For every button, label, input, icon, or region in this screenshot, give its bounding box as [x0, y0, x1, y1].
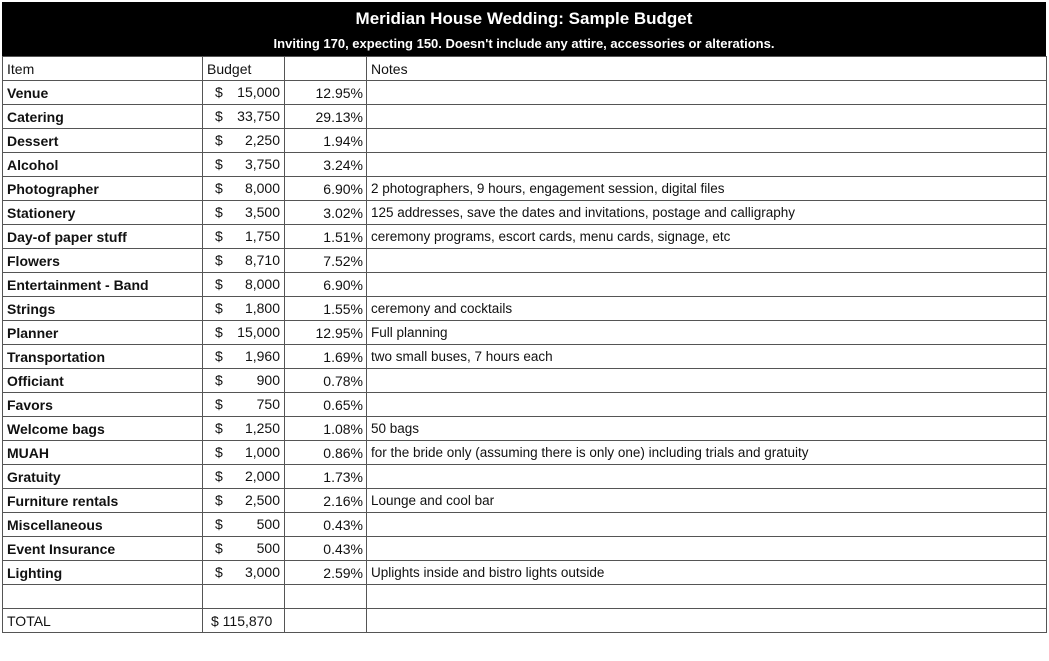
total-label[interactable]: TOTAL	[3, 609, 203, 633]
currency-symbol: $	[215, 372, 223, 388]
budget-cell[interactable]	[203, 465, 285, 489]
column-header-notes[interactable]: Notes	[367, 57, 1047, 81]
percent-cell[interactable]: 29.13%	[285, 105, 367, 129]
table-row	[3, 177, 1047, 201]
notes-cell[interactable]: 50 bags	[367, 417, 1047, 441]
table-row	[3, 465, 1047, 489]
item-cell[interactable]: Gratuity	[3, 465, 203, 489]
item-cell[interactable]: Lighting	[3, 561, 203, 585]
budget-amount: 15,000	[237, 324, 280, 340]
budget-amount: 15,000	[237, 84, 280, 100]
table-row	[3, 153, 1047, 177]
currency-symbol: $	[215, 396, 223, 412]
currency-symbol: $	[215, 324, 223, 340]
budget-amount: 2,500	[244, 492, 280, 508]
budget-cell[interactable]	[203, 129, 285, 153]
percent-cell[interactable]: 0.43%	[285, 537, 367, 561]
notes-cell[interactable]	[367, 369, 1047, 393]
percent-cell[interactable]: 2.16%	[285, 489, 367, 513]
currency-symbol: $	[215, 300, 223, 316]
item-cell[interactable]: Planner	[3, 321, 203, 345]
budget-amount: 1,000	[244, 444, 280, 460]
percent-cell[interactable]: 0.78%	[285, 369, 367, 393]
item-cell[interactable]: Catering	[3, 105, 203, 129]
percent-cell[interactable]: 2.59%	[285, 561, 367, 585]
item-cell[interactable]: Event Insurance	[3, 537, 203, 561]
notes-cell[interactable]	[367, 249, 1047, 273]
item-cell[interactable]: Day-of paper stuff	[3, 225, 203, 249]
table-row	[3, 273, 1047, 297]
budget-amount: 3,500	[244, 204, 280, 220]
budget-cell[interactable]	[203, 489, 285, 513]
currency-symbol: $	[215, 348, 223, 364]
table-row	[3, 441, 1047, 465]
item-cell[interactable]: Officiant	[3, 369, 203, 393]
budget-amount: 33,750	[237, 108, 280, 124]
notes-cell[interactable]: ceremony and cocktails	[367, 297, 1047, 321]
item-cell[interactable]: Furniture rentals	[3, 489, 203, 513]
empty-cell[interactable]	[3, 585, 203, 609]
percent-cell[interactable]: 6.90%	[285, 177, 367, 201]
currency-symbol: $	[215, 132, 223, 148]
percent-cell[interactable]: 1.69%	[285, 345, 367, 369]
currency-symbol: $	[215, 516, 223, 532]
item-cell[interactable]: Dessert	[3, 129, 203, 153]
currency-symbol: $	[215, 252, 223, 268]
item-cell[interactable]: Flowers	[3, 249, 203, 273]
notes-cell[interactable]	[367, 105, 1047, 129]
percent-cell[interactable]: 0.43%	[285, 513, 367, 537]
budget-cell[interactable]	[203, 345, 285, 369]
percent-cell[interactable]: 6.90%	[285, 273, 367, 297]
notes-cell[interactable]: two small buses, 7 hours each	[367, 345, 1047, 369]
table-row	[3, 345, 1047, 369]
empty-cell[interactable]	[367, 609, 1047, 633]
notes-cell[interactable]	[367, 81, 1047, 105]
blank-row	[3, 585, 1047, 609]
item-cell[interactable]: Venue	[3, 81, 203, 105]
currency-symbol: $	[215, 444, 223, 460]
notes-cell[interactable]: 125 addresses, save the dates and invitations, postage and calligraphy	[367, 201, 1047, 225]
budget-cell[interactable]	[203, 393, 285, 417]
budget-amount: 8,000	[244, 180, 280, 196]
budget-cell[interactable]	[203, 225, 285, 249]
currency-symbol: $	[215, 420, 223, 436]
budget-cell[interactable]	[203, 273, 285, 297]
empty-cell[interactable]	[285, 609, 367, 633]
notes-cell[interactable]: Full planning	[367, 321, 1047, 345]
budget-amount: 1,960	[244, 348, 280, 364]
table-row	[3, 393, 1047, 417]
budget-cell[interactable]	[203, 513, 285, 537]
item-cell[interactable]: Transportation	[3, 345, 203, 369]
table-row	[3, 537, 1047, 561]
currency-symbol: $	[215, 276, 223, 292]
percent-cell[interactable]: 1.73%	[285, 465, 367, 489]
notes-cell[interactable]	[367, 537, 1047, 561]
notes-cell[interactable]: Uplights inside and bistro lights outside	[367, 561, 1047, 585]
notes-cell[interactable]	[367, 129, 1047, 153]
percent-cell[interactable]: 12.95%	[285, 81, 367, 105]
notes-cell[interactable]: 2 photographers, 9 hours, engagement session, digital files	[367, 177, 1047, 201]
column-header-percent[interactable]	[285, 57, 367, 81]
total-value[interactable]: $ 115,870	[203, 609, 285, 633]
currency-symbol: $	[215, 492, 223, 508]
budget-cell[interactable]	[203, 321, 285, 345]
budget-amount: 2,000	[244, 468, 280, 484]
percent-cell[interactable]: 3.02%	[285, 201, 367, 225]
budget-cell[interactable]	[203, 297, 285, 321]
budget-amount: 1,800	[244, 300, 280, 316]
notes-cell[interactable]	[367, 273, 1047, 297]
budget-amount: 900	[256, 372, 280, 388]
item-cell[interactable]: MUAH	[3, 441, 203, 465]
table-row	[3, 249, 1047, 273]
notes-cell[interactable]	[367, 513, 1047, 537]
table-row	[3, 129, 1047, 153]
budget-amount: 3,000	[244, 564, 280, 580]
item-cell[interactable]: Strings	[3, 297, 203, 321]
currency-symbol: $	[215, 108, 223, 124]
budget-amount: 1,750	[244, 228, 280, 244]
currency-symbol: $	[215, 468, 223, 484]
empty-cell[interactable]	[367, 585, 1047, 609]
currency-symbol: $	[215, 180, 223, 196]
percent-cell[interactable]: 1.55%	[285, 297, 367, 321]
percent-cell[interactable]: 0.86%	[285, 441, 367, 465]
currency-symbol: $	[215, 156, 223, 172]
table-row	[3, 489, 1047, 513]
budget-cell[interactable]	[203, 201, 285, 225]
budget-cell[interactable]	[203, 561, 285, 585]
budget-amount: 750	[256, 396, 280, 412]
percent-cell[interactable]: 3.24%	[285, 153, 367, 177]
table-row	[3, 297, 1047, 321]
percent-cell[interactable]: 1.08%	[285, 417, 367, 441]
sheet-title[interactable]: Meridian House Wedding: Sample Budget	[355, 9, 693, 28]
item-cell[interactable]: Photographer	[3, 177, 203, 201]
sheet-subtitle[interactable]: Inviting 170, expecting 150. Doesn't include any attire, accessories or alterations.	[273, 36, 775, 51]
budget-amount: 3,750	[244, 156, 280, 172]
budget-cell[interactable]	[203, 249, 285, 273]
budget-cell[interactable]	[203, 177, 285, 201]
currency-symbol: $	[215, 204, 223, 220]
notes-cell[interactable]: for the bride only (assuming there is only one) including trials and gratuity	[367, 441, 1047, 465]
percent-cell[interactable]: 1.94%	[285, 129, 367, 153]
table-row	[3, 369, 1047, 393]
notes-cell[interactable]: Lounge and cool bar	[367, 489, 1047, 513]
budget-sheet	[2, 2, 1046, 633]
notes-cell[interactable]	[367, 393, 1047, 417]
budget-cell[interactable]	[203, 441, 285, 465]
item-cell[interactable]: Miscellaneous	[3, 513, 203, 537]
column-header-budget[interactable]: Budget	[203, 57, 285, 81]
currency-symbol: $	[215, 540, 223, 556]
item-cell[interactable]: Alcohol	[3, 153, 203, 177]
item-cell[interactable]: Favors	[3, 393, 203, 417]
item-cell[interactable]: Stationery	[3, 201, 203, 225]
table-row	[3, 321, 1047, 345]
table-row	[3, 105, 1047, 129]
empty-cell[interactable]	[285, 585, 367, 609]
table-row	[3, 417, 1047, 441]
budget-amount: 8,000	[244, 276, 280, 292]
budget-cell[interactable]	[203, 417, 285, 441]
percent-cell[interactable]: 12.95%	[285, 321, 367, 345]
currency-symbol: $	[215, 228, 223, 244]
item-cell[interactable]: Entertainment - Band	[3, 273, 203, 297]
total-row	[3, 609, 1047, 633]
budget-cell[interactable]	[203, 153, 285, 177]
budget-amount: 500	[256, 516, 280, 532]
budget-amount: 2,250	[244, 132, 280, 148]
header-row	[3, 57, 1047, 81]
percent-cell[interactable]: 0.65%	[285, 393, 367, 417]
currency-symbol: $	[215, 84, 223, 100]
notes-cell[interactable]: ceremony programs, escort cards, menu cards, signage, etc	[367, 225, 1047, 249]
table-row	[3, 225, 1047, 249]
empty-cell[interactable]	[203, 585, 285, 609]
percent-cell[interactable]: 1.51%	[285, 225, 367, 249]
sheet-header	[2, 2, 1046, 56]
table-row	[3, 81, 1047, 105]
budget-amount: 1,250	[244, 420, 280, 436]
notes-cell[interactable]	[367, 465, 1047, 489]
notes-cell[interactable]	[367, 153, 1047, 177]
budget-cell[interactable]	[203, 81, 285, 105]
table-row	[3, 561, 1047, 585]
table-row	[3, 201, 1047, 225]
item-cell[interactable]: Welcome bags	[3, 417, 203, 441]
percent-cell[interactable]: 7.52%	[285, 249, 367, 273]
currency-symbol: $	[215, 564, 223, 580]
budget-amount: 500	[256, 540, 280, 556]
budget-table	[2, 56, 1047, 633]
budget-cell[interactable]	[203, 369, 285, 393]
table-row	[3, 513, 1047, 537]
budget-amount: 8,710	[244, 252, 280, 268]
budget-cell[interactable]	[203, 537, 285, 561]
column-header-item[interactable]: Item	[3, 57, 203, 81]
budget-cell[interactable]	[203, 105, 285, 129]
